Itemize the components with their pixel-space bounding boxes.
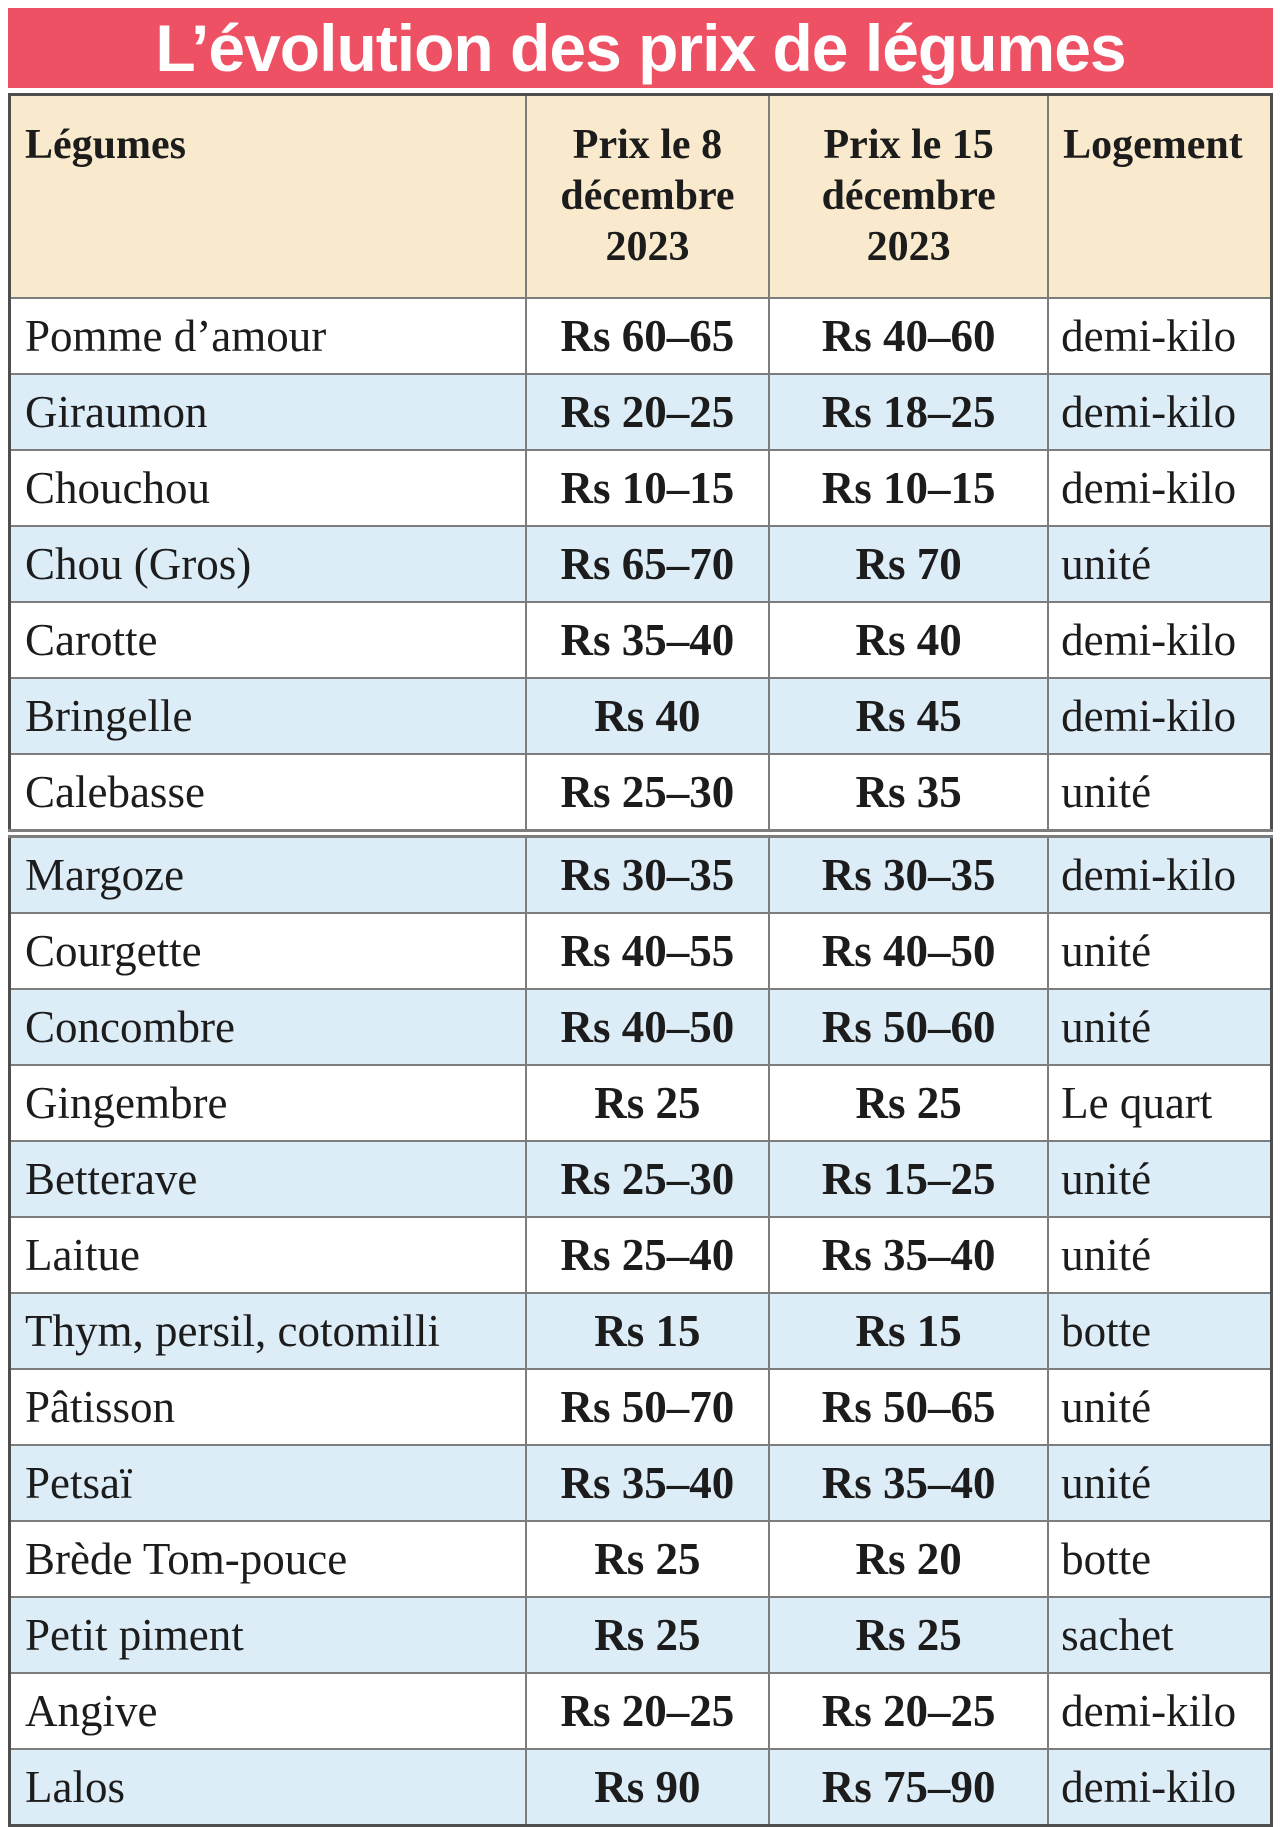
unit-cell: unité (1048, 989, 1271, 1065)
price-8-cell: Rs 40 (526, 678, 770, 754)
price-8-cell: Rs 90 (526, 1749, 770, 1826)
price-15-cell: Rs 15–25 (769, 1141, 1048, 1217)
table-row (10, 989, 1272, 1065)
vegetable-name-cell: Calebasse (10, 754, 526, 834)
vegetable-name-cell: Giraumon (10, 374, 526, 450)
price-8-cell: Rs 10–15 (526, 450, 770, 526)
price-15-cell: Rs 50–65 (769, 1369, 1048, 1445)
unit-cell: unité (1048, 1369, 1271, 1445)
price-8-cell: Rs 65–70 (526, 526, 770, 602)
unit-cell: botte (1048, 1521, 1271, 1597)
price-15-cell: Rs 70 (769, 526, 1048, 602)
unit-cell: botte (1048, 1293, 1271, 1369)
price-15-cell: Rs 75–90 (769, 1749, 1048, 1826)
table-row (10, 1293, 1272, 1369)
column-header-prix-8-decembre: Prix le 8 décembre 2023 (526, 95, 770, 299)
vegetable-name-cell: Angive (10, 1673, 526, 1749)
vegetable-name-cell: Lalos (10, 1749, 526, 1826)
price-8-cell: Rs 25 (526, 1521, 770, 1597)
vegetable-name-cell: Thym, persil, cotomilli (10, 1293, 526, 1369)
vegetable-name-cell: Brède Tom-pouce (10, 1521, 526, 1597)
price-8-cell: Rs 30–35 (526, 834, 770, 914)
price-15-cell: Rs 30–35 (769, 834, 1048, 914)
vegetable-name-cell: Petsaï (10, 1445, 526, 1521)
unit-cell: demi-kilo (1048, 602, 1271, 678)
unit-cell: demi-kilo (1048, 374, 1271, 450)
table-row (10, 1445, 1272, 1521)
vegetable-price-table (8, 93, 1273, 1827)
price-8-cell: Rs 50–70 (526, 1369, 770, 1445)
price-15-cell: Rs 45 (769, 678, 1048, 754)
vegetable-name-cell: Gingembre (10, 1065, 526, 1141)
unit-cell: unité (1048, 1141, 1271, 1217)
table-row (10, 1673, 1272, 1749)
vegetable-name-cell: Courgette (10, 913, 526, 989)
table-row (10, 526, 1272, 602)
price-15-cell: Rs 35 (769, 754, 1048, 834)
vegetable-name-cell: Pâtisson (10, 1369, 526, 1445)
price-15-cell: Rs 15 (769, 1293, 1048, 1369)
page-title: L’évolution des prix de légumes (155, 11, 1126, 85)
unit-cell: unité (1048, 913, 1271, 989)
unit-cell: sachet (1048, 1597, 1271, 1673)
title-banner (8, 8, 1273, 88)
price-15-cell: Rs 18–25 (769, 374, 1048, 450)
vegetable-name-cell: Carotte (10, 602, 526, 678)
table-row (10, 678, 1272, 754)
table-row (10, 754, 1272, 834)
table-row (10, 1217, 1272, 1293)
vegetable-name-cell: Laitue (10, 1217, 526, 1293)
vegetable-name-cell: Petit piment (10, 1597, 526, 1673)
table-row (10, 450, 1272, 526)
unit-cell: demi-kilo (1048, 298, 1271, 374)
price-8-cell: Rs 25–30 (526, 1141, 770, 1217)
unit-cell: demi-kilo (1048, 834, 1271, 914)
unit-cell: demi-kilo (1048, 678, 1271, 754)
unit-cell: unité (1048, 526, 1271, 602)
price-15-cell: Rs 35–40 (769, 1217, 1048, 1293)
table-row (10, 1141, 1272, 1217)
table-row (10, 913, 1272, 989)
price-8-cell: Rs 40–55 (526, 913, 770, 989)
price-8-cell: Rs 25 (526, 1597, 770, 1673)
table-row (10, 374, 1272, 450)
table-row (10, 602, 1272, 678)
table-header (10, 95, 1272, 299)
header-row (10, 95, 1272, 299)
price-8-cell: Rs 25 (526, 1065, 770, 1141)
column-header-logement: Logement (1048, 95, 1271, 299)
table-row (10, 1521, 1272, 1597)
price-15-cell: Rs 25 (769, 1065, 1048, 1141)
unit-cell: demi-kilo (1048, 1749, 1271, 1826)
price-8-cell: Rs 25–30 (526, 754, 770, 834)
price-15-cell: Rs 40–60 (769, 298, 1048, 374)
price-15-cell: Rs 20 (769, 1521, 1048, 1597)
unit-cell: demi-kilo (1048, 450, 1271, 526)
price-15-cell: Rs 25 (769, 1597, 1048, 1673)
price-15-cell: Rs 40–50 (769, 913, 1048, 989)
price-15-cell: Rs 20–25 (769, 1673, 1048, 1749)
price-8-cell: Rs 40–50 (526, 989, 770, 1065)
unit-cell: Le quart (1048, 1065, 1271, 1141)
table-row (10, 1369, 1272, 1445)
price-8-cell: Rs 20–25 (526, 1673, 770, 1749)
table-row (10, 1749, 1272, 1826)
unit-cell: demi-kilo (1048, 1673, 1271, 1749)
price-8-cell: Rs 60–65 (526, 298, 770, 374)
vegetable-name-cell: Chouchou (10, 450, 526, 526)
table-row (10, 1065, 1272, 1141)
vegetable-name-cell: Bringelle (10, 678, 526, 754)
price-8-cell: Rs 35–40 (526, 602, 770, 678)
price-8-cell: Rs 35–40 (526, 1445, 770, 1521)
table-body (10, 298, 1272, 1826)
table-row (10, 1597, 1272, 1673)
column-header-prix-15-decembre: Prix le 15 décembre 2023 (769, 95, 1048, 299)
vegetable-name-cell: Betterave (10, 1141, 526, 1217)
price-15-cell: Rs 40 (769, 602, 1048, 678)
vegetable-name-cell: Concombre (10, 989, 526, 1065)
table-row (10, 298, 1272, 374)
price-15-cell: Rs 50–60 (769, 989, 1048, 1065)
vegetable-name-cell: Margoze (10, 834, 526, 914)
price-15-cell: Rs 35–40 (769, 1445, 1048, 1521)
price-8-cell: Rs 20–25 (526, 374, 770, 450)
vegetable-name-cell: Pomme d’amour (10, 298, 526, 374)
price-8-cell: Rs 15 (526, 1293, 770, 1369)
column-header-legumes: Légumes (10, 95, 526, 299)
table-row (10, 834, 1272, 914)
vegetable-name-cell: Chou (Gros) (10, 526, 526, 602)
unit-cell: unité (1048, 754, 1271, 834)
unit-cell: unité (1048, 1445, 1271, 1521)
unit-cell: unité (1048, 1217, 1271, 1293)
price-15-cell: Rs 10–15 (769, 450, 1048, 526)
price-8-cell: Rs 25–40 (526, 1217, 770, 1293)
